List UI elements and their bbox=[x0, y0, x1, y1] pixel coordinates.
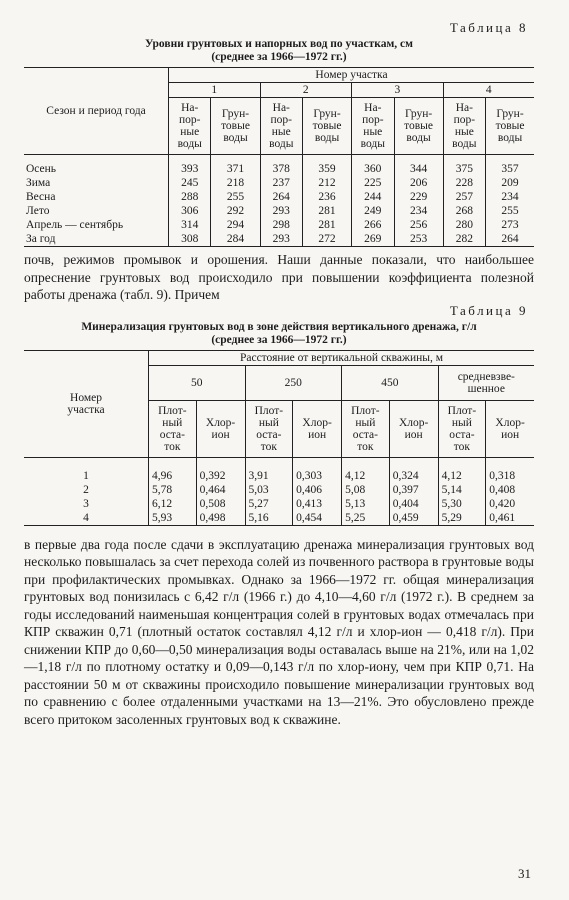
table-cell: 375 bbox=[443, 155, 485, 177]
table-cell: 4,12 bbox=[438, 457, 486, 483]
table-cell: 264 bbox=[260, 190, 302, 204]
table-cell: 237 bbox=[260, 176, 302, 190]
table-cell: 229 bbox=[394, 190, 443, 204]
chlorine-ion-header: Хлор- ион bbox=[486, 400, 534, 457]
paragraph-1: почв, режимов промывок и орошения. Наши данные показали, что наибольшее опреснение грунтовых вод происходило при повышении коэффициента полезной работы дренажа (табл. 9). Причем bbox=[24, 252, 534, 302]
pressure-water-header: На- пор- ные воды bbox=[169, 98, 211, 155]
table-cell: 281 bbox=[303, 218, 352, 232]
table-cell: 3,91 bbox=[245, 457, 293, 483]
table-cell: 256 bbox=[394, 218, 443, 232]
pressure-water-header: На- пор- ные воды bbox=[443, 98, 485, 155]
distance-value: 50 bbox=[149, 365, 246, 400]
table-cell: 272 bbox=[303, 232, 352, 247]
table-cell: 280 bbox=[443, 218, 485, 232]
table-cell: 314 bbox=[169, 218, 211, 232]
table-cell: 5,29 bbox=[438, 511, 486, 526]
table-row bbox=[24, 155, 534, 177]
table-cell: 0,324 bbox=[389, 457, 438, 483]
page bbox=[24, 20, 534, 728]
table-cell: 288 bbox=[169, 190, 211, 204]
table-cell: 0,397 bbox=[389, 483, 438, 497]
table-cell: 306 bbox=[169, 204, 211, 218]
table-cell: 255 bbox=[486, 204, 534, 218]
distance-value: 450 bbox=[342, 365, 439, 400]
table-cell: 0,408 bbox=[486, 483, 534, 497]
table-row bbox=[24, 204, 534, 218]
table-cell: 5,08 bbox=[342, 483, 390, 497]
ground-water-header: Грун- товые воды bbox=[394, 98, 443, 155]
plot-number: 3 bbox=[24, 497, 149, 511]
table-row bbox=[24, 218, 534, 232]
table-cell: 249 bbox=[352, 204, 394, 218]
dry-residue-header: Плот- ный оста- ток bbox=[438, 400, 486, 457]
table-cell: 0,508 bbox=[196, 497, 245, 511]
season-label: Весна bbox=[24, 190, 169, 204]
distance-header: Расстояние от вертикальной скважины, м bbox=[149, 350, 535, 365]
table-cell: 298 bbox=[260, 218, 302, 232]
table-cell: 5,78 bbox=[149, 483, 197, 497]
table-cell: 360 bbox=[352, 155, 394, 177]
page-number: 31 bbox=[518, 866, 531, 881]
table-cell: 294 bbox=[211, 218, 260, 232]
table-cell: 281 bbox=[303, 204, 352, 218]
table-cell: 0,406 bbox=[293, 483, 342, 497]
table-cell: 236 bbox=[303, 190, 352, 204]
table-cell: 245 bbox=[169, 176, 211, 190]
table-row bbox=[24, 176, 534, 190]
table9-subtitle: (среднее за 1966—1972 гг.) bbox=[211, 333, 347, 346]
table-cell: 0,392 bbox=[196, 457, 245, 483]
table-cell: 0,413 bbox=[293, 497, 342, 511]
plot-number: 3 bbox=[352, 83, 444, 98]
table-cell: 5,03 bbox=[245, 483, 293, 497]
plot-number: 1 bbox=[169, 83, 261, 98]
table-cell: 273 bbox=[486, 218, 534, 232]
table9-title: Минерализация грунтовых вод в зоне действия вертикального дренажа, г/л bbox=[81, 320, 477, 333]
table-cell: 5,25 bbox=[342, 511, 390, 526]
chlorine-ion-header: Хлор- ион bbox=[196, 400, 245, 457]
table-cell: 212 bbox=[303, 176, 352, 190]
season-label: Апрель — сентябрь bbox=[24, 218, 169, 232]
table-cell: 218 bbox=[211, 176, 260, 190]
table-cell: 4,96 bbox=[149, 457, 197, 483]
plot-number: 1 bbox=[24, 457, 149, 483]
table-cell: 268 bbox=[443, 204, 485, 218]
paragraph-2: в первые два года после сдачи в эксплуатацию дренажа минерализация грунтовых вод несколько повышалась за счет перехода солей из почвенного раствора в грунтовые воды при профилактических промывках. Однако за 1966—1972 гг. общая минерализация грунтовых вод понизилась с 6,42 г/л (1966 г.) до 4,10—4,60 г/л (1972 г.). В среднем за годы исследований наименьшая концентрация солей в грунтовых водах отмечалась при КПР скважин 0,71 (плотный остаток составлял 4,12 г/л и хлор-ион — 0,418 г/л). При снижении КПР до 0,60—0,50 минерализация воды оставалась выше на 21%, или на 1,02—1,18 г/л по плотному остатку и 0,09—0,143 г/л по хлор-иону, чем при КПР 0,71. На расстоянии 50 м от скважины происходило повышение минерализации грунтовых вод по сравнению с более отдаленными участками на 13—21%. Это обусловлено прежде всего притоком засоленных грунтовых вод к скважине. bbox=[24, 536, 534, 727]
table-cell: 293 bbox=[260, 232, 302, 247]
table-cell: 0,303 bbox=[293, 457, 342, 483]
table-cell: 0,404 bbox=[389, 497, 438, 511]
table-cell: 0,459 bbox=[389, 511, 438, 526]
ground-water-header: Грун- товые воды bbox=[211, 98, 260, 155]
table-cell: 253 bbox=[394, 232, 443, 247]
table-row bbox=[24, 190, 534, 204]
table-cell: 5,30 bbox=[438, 497, 486, 511]
table-cell: 234 bbox=[394, 204, 443, 218]
distance-value: средневзве- шенное bbox=[438, 365, 534, 400]
dry-residue-header: Плот- ный оста- ток bbox=[245, 400, 293, 457]
table-cell: 0,454 bbox=[293, 511, 342, 526]
pressure-water-header: На- пор- ные воды bbox=[352, 98, 394, 155]
distance-value: 250 bbox=[245, 365, 342, 400]
season-header: Сезон и период года bbox=[24, 68, 169, 155]
table-row bbox=[24, 232, 534, 247]
table8-caption: Таблица 8 bbox=[449, 20, 528, 35]
table-cell: 308 bbox=[169, 232, 211, 247]
plot-number-header: Номер участка bbox=[169, 68, 535, 83]
ground-water-header: Грун- товые воды bbox=[303, 98, 352, 155]
plot-header: Номер участка bbox=[24, 350, 149, 457]
table-cell: 257 bbox=[443, 190, 485, 204]
table-cell: 282 bbox=[443, 232, 485, 247]
table-cell: 378 bbox=[260, 155, 302, 177]
season-label: За год bbox=[24, 232, 169, 247]
table-cell: 5,14 bbox=[438, 483, 486, 497]
chlorine-ion-header: Хлор- ион bbox=[293, 400, 342, 457]
table-cell: 234 bbox=[486, 190, 534, 204]
table-cell: 344 bbox=[394, 155, 443, 177]
table-cell: 6,12 bbox=[149, 497, 197, 511]
dry-residue-header: Плот- ный оста- ток bbox=[342, 400, 390, 457]
table-cell: 371 bbox=[211, 155, 260, 177]
table-row bbox=[24, 511, 534, 526]
table-cell: 357 bbox=[486, 155, 534, 177]
table-cell: 264 bbox=[486, 232, 534, 247]
table-cell: 4,12 bbox=[342, 457, 390, 483]
table-cell: 255 bbox=[211, 190, 260, 204]
table-cell: 393 bbox=[169, 155, 211, 177]
table-cell: 5,93 bbox=[149, 511, 197, 526]
table-cell: 0,461 bbox=[486, 511, 534, 526]
table-cell: 5,27 bbox=[245, 497, 293, 511]
table-cell: 269 bbox=[352, 232, 394, 247]
table-row bbox=[24, 457, 534, 483]
table-cell: 284 bbox=[211, 232, 260, 247]
season-label: Осень bbox=[24, 155, 169, 177]
table-cell: 206 bbox=[394, 176, 443, 190]
table-row bbox=[24, 483, 534, 497]
table9-caption: Таблица 9 bbox=[449, 302, 528, 318]
plot-number: 4 bbox=[443, 83, 534, 98]
table-cell: 5,16 bbox=[245, 511, 293, 526]
table-cell: 359 bbox=[303, 155, 352, 177]
table-cell: 0,498 bbox=[196, 511, 245, 526]
table-cell: 225 bbox=[352, 176, 394, 190]
chlorine-ion-header: Хлор- ион bbox=[389, 400, 438, 457]
table-cell: 0,318 bbox=[486, 457, 534, 483]
plot-number: 4 bbox=[24, 511, 149, 526]
table-cell: 266 bbox=[352, 218, 394, 232]
table-cell: 209 bbox=[486, 176, 534, 190]
table-cell: 244 bbox=[352, 190, 394, 204]
table8-title: Уровни грунтовых и напорных вод по участкам, см bbox=[145, 38, 413, 50]
season-label: Зима bbox=[24, 176, 169, 190]
plot-number: 2 bbox=[260, 83, 352, 98]
table-cell: 5,13 bbox=[342, 497, 390, 511]
table8 bbox=[24, 67, 534, 247]
table-cell: 228 bbox=[443, 176, 485, 190]
pressure-water-header: На- пор- ные воды bbox=[260, 98, 302, 155]
dry-residue-header: Плот- ный оста- ток bbox=[149, 400, 197, 457]
ground-water-header: Грун- товые воды bbox=[486, 98, 534, 155]
season-label: Лето bbox=[24, 204, 169, 218]
plot-number: 2 bbox=[24, 483, 149, 497]
table9 bbox=[24, 350, 534, 526]
table-cell: 293 bbox=[260, 204, 302, 218]
table-row bbox=[24, 497, 534, 511]
table-cell: 292 bbox=[211, 204, 260, 218]
table-cell: 0,420 bbox=[486, 497, 534, 511]
table-cell: 0,464 bbox=[196, 483, 245, 497]
table8-subtitle: (среднее за 1966—1972 гг.) bbox=[211, 51, 347, 63]
